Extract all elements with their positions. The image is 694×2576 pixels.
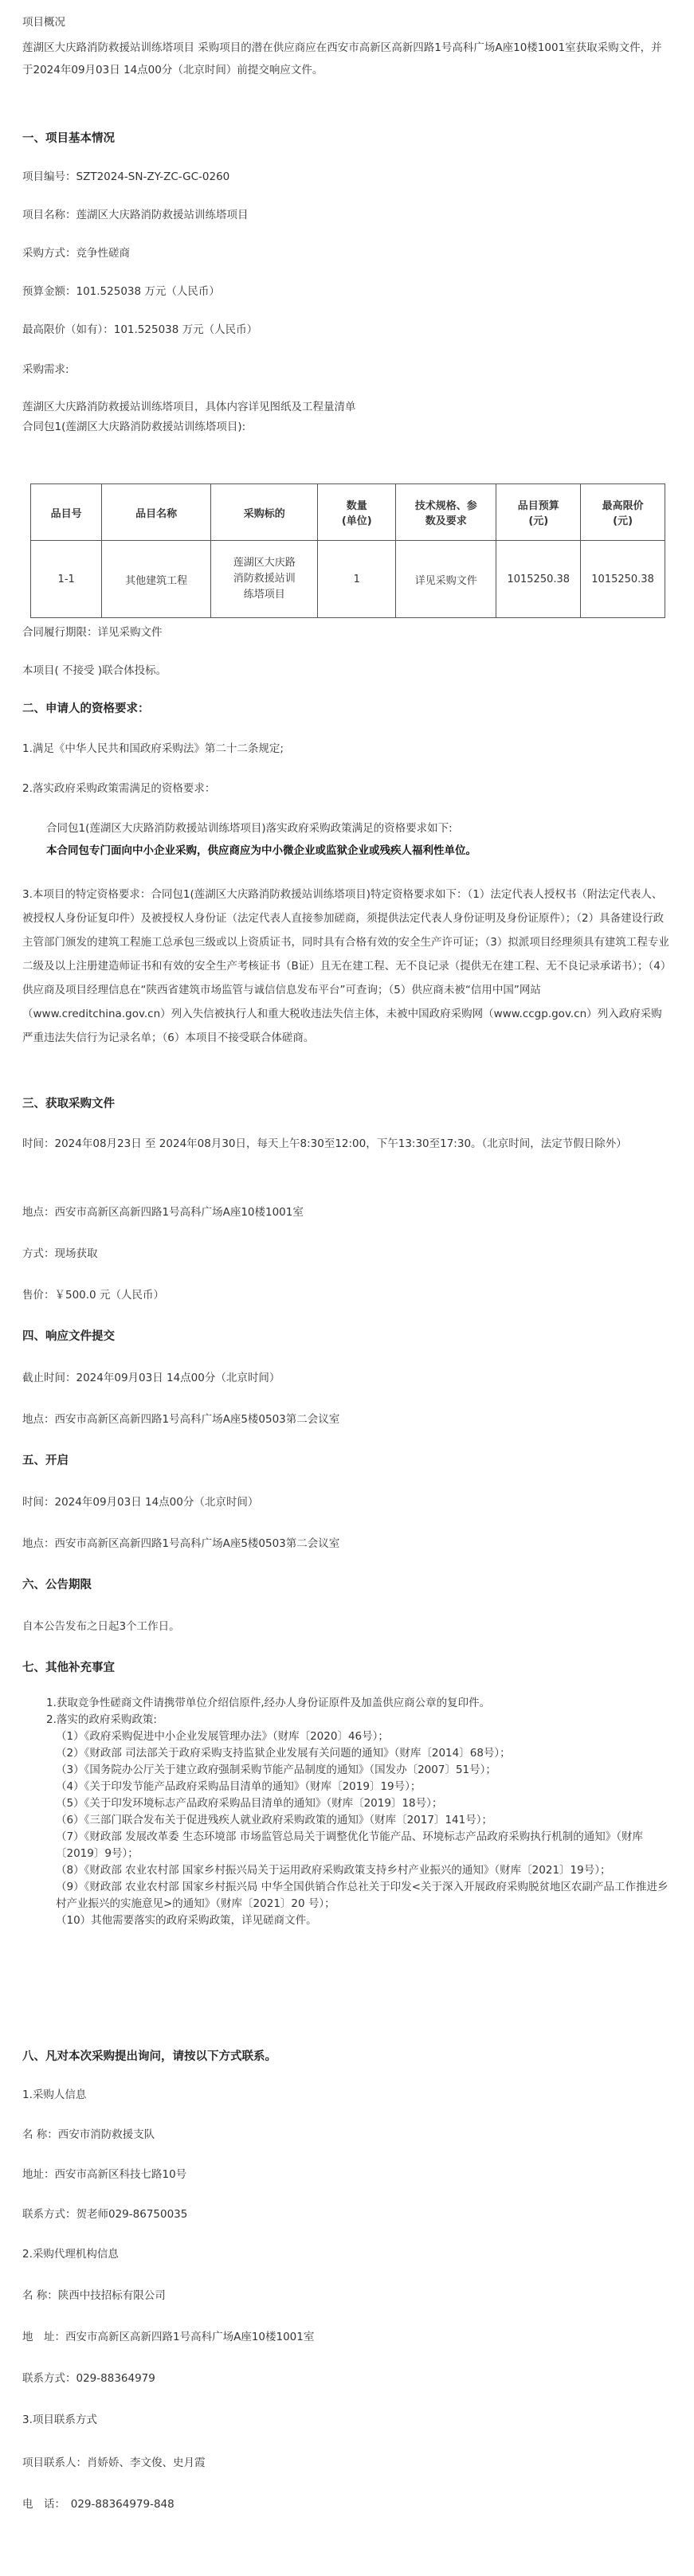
list-item: （6）《三部门联合发布关于促进残疾人就业政府采购政策的通知》（财库〔2017〕141号）；	[56, 1814, 492, 1826]
list-item: （10）其他需要落实的政府采购政策，详见磋商文件。	[56, 1914, 317, 1927]
header-quantity: 数量 (单位)	[318, 484, 396, 541]
announcement-period: 自本公告发布之日起3个工作日。	[22, 1620, 180, 1633]
agency-address: 地 址：西安市高新区高新四路1号高科广场A座10楼1001室	[22, 2331, 315, 2343]
agency-contact: 联系方式：029-88364979	[22, 2372, 155, 2385]
project-contact-people: 项目联系人：肖娇娇、李文俊、史月霞	[22, 2457, 206, 2469]
cell-item-name: 其他建筑工程	[102, 541, 211, 618]
opening-time: 时间：2024年09月03日 14点00分（北京时间）	[22, 1496, 259, 1509]
project-contact-phone: 电 话： 029-88364979-848	[22, 2498, 174, 2511]
section2-heading: 二、申请人的资格要求：	[22, 703, 150, 715]
list-item: （5）《关于印发环境标志产品政府采购品目清单的通知》（财库〔2019〕18号）；	[56, 1797, 443, 1810]
opening-location: 地点：西安市高新区高新四路1号高科广场A座5楼0503第二会议室	[22, 1537, 340, 1550]
agency-name: 名 称：陕西中技招标有限公司	[22, 2289, 166, 2302]
buyer-address: 地址：西安市高新区科技七路10号	[22, 2168, 187, 2181]
section6-heading: 六、公告期限	[22, 1579, 92, 1591]
requirement-label: 采购需求:	[22, 363, 69, 376]
policy-list	[37, 1695, 672, 1929]
header-item-no: 品目号	[31, 484, 102, 541]
header-spec: 技术规格、参 数及要求	[396, 484, 496, 541]
header-max-price: 最高限价 (元)	[581, 484, 665, 541]
section5-heading: 五、开启	[22, 1454, 69, 1467]
list-item: （3）《国务院办公厅关于建立政府强制采购节能产品制度的通知》（国发办〔2007〕51号）；	[56, 1764, 496, 1776]
list-item: （9）《财政部 农业农村部 国家乡村振兴局 中华全国供销合作总社关于印发<关于深入开展政府采购脱贫地区农副产品工作推进乡村产业振兴的实施意见>的通知》（财库〔2021〕20 号）；	[56, 1881, 669, 1910]
project-number: 项目编号：SZT2024-SN-ZY-ZC-GC-0260	[22, 170, 230, 183]
qualification-item-1: 1.满足《中华人民共和国政府采购法》第二十二条规定;	[22, 742, 284, 755]
buyer-name: 名 称：西安市消防救援支队	[22, 2128, 155, 2141]
section4-heading: 四、响应文件提交	[22, 1330, 115, 1343]
project-contact-heading: 3.项目联系方式	[22, 2414, 97, 2426]
list-item: （1）《政府采购促进中小企业发展管理办法》（财库〔2020〕46号）；	[56, 1730, 389, 1743]
consortium-note: 本项目( 不接受 )联合体投标。	[22, 664, 167, 677]
section3-heading: 三、获取采购文件	[22, 1098, 115, 1110]
cell-quantity: 1	[318, 541, 396, 618]
submit-location: 地点：西安市高新区高新四路1号高科广场A座5楼0503第二会议室	[22, 1413, 340, 1426]
buyer-contact: 联系方式：贺老师029-86750035	[22, 2208, 188, 2221]
obtain-location: 地点：西安市高新区高新四路1号高科广场A座10楼1001室	[22, 1206, 304, 1219]
cell-subject: 莲湖区大庆路 消防救援站训 练塔项目	[210, 541, 318, 618]
package-requirement: 合同包1(莲湖区大庆路消防救援站训练塔项目)落实政府采购政策满足的资格要求如下:	[46, 822, 453, 835]
list-item: 2.落实的政府采购政策:	[46, 1713, 157, 1726]
cell-budget: 1015250.38	[496, 541, 581, 618]
overview-text: 莲湖区大庆路消防救援站训练塔项目 采购项目的潜在供应商应在西安市高新区高新四路1号高科广场A座10楼1001室获取采购文件，并于2024年09月03日 14点00分（北京时间）前提交响应文件。	[22, 41, 662, 76]
obtain-mode: 方式：现场获取	[22, 1247, 98, 1260]
section1-heading: 一、项目基本情况	[22, 132, 115, 145]
cell-max-price: 1015250.38	[581, 541, 665, 618]
submit-deadline: 截止时间：2024年09月03日 14点00分（北京时间）	[22, 1372, 280, 1384]
obtain-time: 时间：2024年08月23日 至 2024年08月30日，每天上午8:30至12:00，下午13:30至17:30。（北京时间，法定节假日除外）	[22, 1137, 627, 1150]
cell-spec: 详见采购文件	[396, 541, 496, 618]
project-name: 项目名称：莲湖区大庆路消防救援站训练塔项目	[22, 209, 249, 221]
qualification-item-3: 3.本项目的特定资格要求：合同包1(莲湖区大庆路消防救援站训练塔项目)特定资格要求如下：（1）法定代表人授权书（附法定代表人、被授权人身份证复印件）及被授权人身份证（法定代表人直接参加磋商，须提供法定代表人身份证明及身份证原件）；（2）具备建设行政主管部门颁发的建筑工程施工总承包三级或以上资质证书，同时具有合格有效的安全生产许可证；（3）拟派项目经理须具有建筑工程专业二级及以上注册建造师证书和有效的安全生产考核证书（B证）且无在建工程、无不良记录（提供无在建工程、无不良记录承诺书）；（4）供应商及项目经理信息在“陕西省建筑市场监管与诚信信息发布平台”可查询；（5）供应商未被“信用中国”网站（www.creditchina.gov.cn）列入失信被执行人和重大税收违法失信主体，未被中国政府采购网（www.ccgp.gov.cn）列入政府采购严重违法失信行为记录名单；（6）本项目不接受联合体磋商。	[22, 888, 672, 1044]
table-header-row	[31, 484, 665, 541]
section8-heading: 八、凡对本次采购提出询问，请按以下方式联系。	[22, 2050, 276, 2063]
procurement-method: 采购方式：竞争性磋商	[22, 247, 130, 260]
max-price: 最高限价（如有）：101.525038 万元（人民币）	[22, 323, 258, 336]
contract-period: 合同履行期限：详见采购文件	[22, 626, 163, 639]
items-table	[30, 483, 665, 618]
requirement-line-2: 合同包1(莲湖区大庆路消防救援站训练塔项目):	[22, 421, 246, 433]
list-item: （7）《财政部 发展改革委 生态环境部 市场监管总局关于调整优化节能产品、环境标志产品政府采购执行机制的通知》（财库〔2019〕9号）；	[56, 1830, 643, 1860]
list-item: （8）《财政部 农业农村部 国家乡村振兴局关于运用政府采购政策支持乡村产业振兴的通知》（财库〔2021〕19号）；	[56, 1864, 611, 1877]
header-budget: 品目预算 (元)	[496, 484, 581, 541]
header-item-name: 品目名称	[102, 484, 211, 541]
list-item: （4）《关于印发节能产品政府采购品目清单的通知》（财库〔2019〕19号）；	[56, 1780, 421, 1793]
requirement-line-1: 莲湖区大庆路消防救援站训练塔项目，具体内容详见图纸及工程量清单	[22, 401, 356, 413]
list-item: 1.获取竞争性磋商文件请携带单位介绍信原件,经办人身份证原件及加盖供应商公章的复印件。	[46, 1697, 491, 1709]
budget-amount: 预算金额：101.525038 万元（人民币）	[22, 285, 220, 298]
qualification-item-2: 2.落实政府采购政策需满足的资格要求：	[22, 782, 216, 795]
overview-heading: 项目概况	[22, 16, 65, 29]
header-subject: 采购标的	[210, 484, 318, 541]
section7-heading: 七、其他补充事宜	[22, 1662, 115, 1674]
obtain-price: 售价：￥500.0 元（人民币）	[22, 1289, 164, 1302]
cell-item-no: 1-1	[31, 541, 102, 618]
package-requirement-bold: 本合同包专门面向中小企业采购，供应商应为中小微企业或监狱企业或残疾人福利性单位。	[46, 844, 476, 857]
buyer-heading: 1.采购人信息	[22, 2089, 87, 2101]
list-item: （2）《财政部 司法部关于政府采购支持监狱企业发展有关问题的通知》（财库〔2014〕68号）；	[56, 1747, 511, 1760]
agency-heading: 2.采购代理机构信息	[22, 2248, 119, 2261]
table-row	[31, 541, 665, 618]
